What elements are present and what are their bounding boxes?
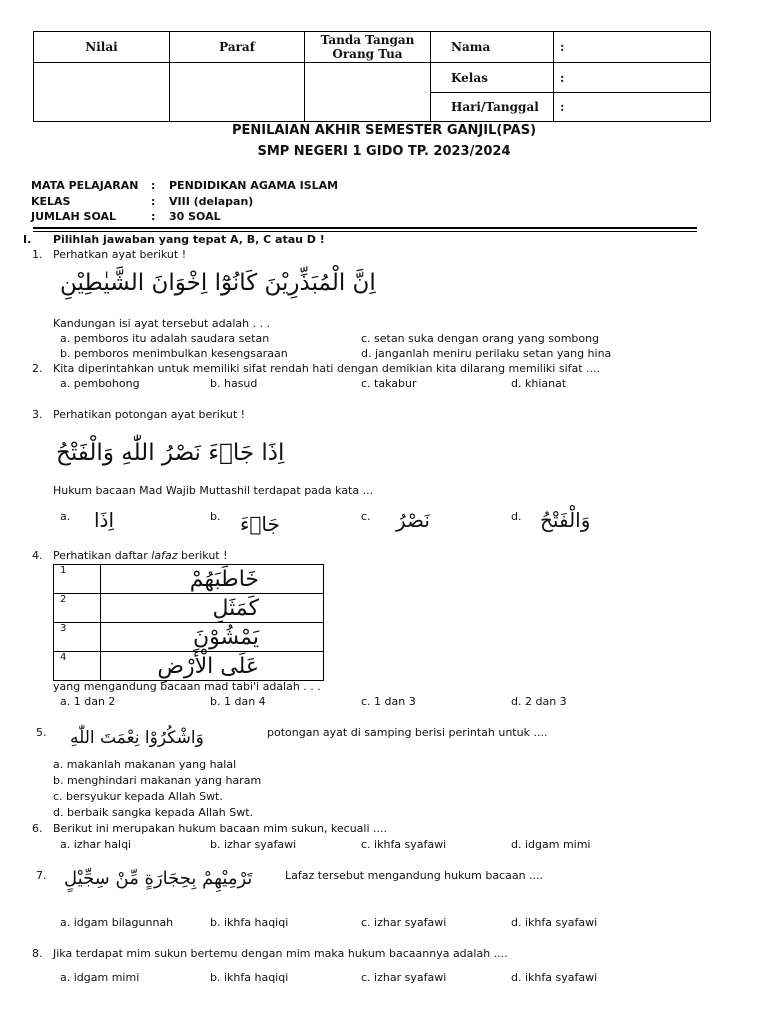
q2-option-b: b. hasud (210, 377, 258, 390)
q5-number: 5. (36, 726, 47, 739)
q3-option-d-label: d. (511, 510, 522, 523)
info-label-kelas: KELAS (31, 195, 71, 208)
q8-number: 8. (32, 947, 43, 960)
q4-text: Perhatikan daftar lafaz berikut ! (53, 549, 228, 562)
section-instruction: Pilihlah jawaban yang tepat A, B, C atau D ! (53, 233, 325, 246)
kelas-value: : (554, 63, 711, 93)
ttd-header: Tanda Tangan Orang Tua (305, 32, 431, 63)
q3-text: Perhatikan potongan ayat berikut ! (53, 408, 246, 421)
q8-option-b: b. ikhfa haqiqi (210, 971, 289, 984)
ttd-box (305, 63, 431, 122)
q1-text: Perhatkan ayat berikut ! (53, 248, 187, 261)
q5-option-a: a. makanlah makanan yang halal (53, 758, 237, 771)
table-row: 1 خَاطَبَهُمْ (54, 565, 324, 594)
q7-arabic-verse: تَرْمِيْهِمْ بِحِجَارَةٍ مِّنْ سِجِّيْلٍ (64, 868, 253, 889)
nama-value: : (554, 32, 711, 63)
table-row: 3 يَمْشُوْنَ (54, 623, 324, 652)
q3-option-c-arabic: نَصْرُ (396, 508, 430, 532)
q1-option-b: b. pemboros menimbulkan kesengsaraan (60, 347, 288, 360)
q2-option-d: d. khianat (511, 377, 567, 390)
q1-stem: Kandungan isi ayat tersebut adalah . . . (53, 317, 271, 330)
hari-value: : (554, 93, 711, 122)
q4-option-b: b. 1 dan 4 (210, 695, 266, 708)
info-sep: : (151, 195, 156, 208)
q3-number: 3. (32, 408, 43, 421)
q5-arabic-verse: وَاشْكُرُوْا نِعْمَتَ اللّٰهِ (70, 728, 204, 748)
q1-arabic-verse: اِنَّ الْمُبَذِّرِيْنَ كَانُوْٓا اِخْوَانَ الشَّيٰطِيْنِ (60, 270, 376, 296)
q2-option-c: c. takabur (361, 377, 417, 390)
q4-option-a: a. 1 dan 2 (60, 695, 116, 708)
info-value-kelas: VIII (delapan) (169, 195, 254, 208)
q5-option-b: b. menghindari makanan yang haram (53, 774, 262, 787)
section-number: I. (23, 233, 32, 246)
q7-option-c: c. izhar syafawi (361, 916, 447, 929)
q3-option-a-label: a. (60, 510, 71, 523)
nilai-box (34, 63, 170, 122)
q3-stem: Hukum bacaan Mad Wajib Muttashil terdapat pada kata ... (53, 484, 374, 497)
q2-number: 2. (32, 362, 43, 375)
q1-option-a: a. pemboros itu adalah saudara setan (60, 332, 270, 345)
q2-option-a: a. pembohong (60, 377, 140, 390)
info-value-jumlah: 30 SOAL (169, 210, 221, 223)
info-sep: : (151, 179, 156, 192)
info-label-mapel: MATA PELAJARAN (31, 179, 139, 192)
q7-option-b: b. ikhfa haqiqi (210, 916, 289, 929)
q1-option-d: d. janganlah meniru perilaku setan yang hina (361, 347, 612, 360)
q3-arabic-verse: اِذَا جَاۤءَ نَصْرُ اللّٰهِ وَالْفَتْحُ (56, 440, 285, 466)
header-table (33, 31, 711, 122)
kelas-label: Kelas (431, 63, 554, 93)
q4-option-d: d. 2 dan 3 (511, 695, 567, 708)
q7-number: 7. (36, 869, 47, 882)
exam-title: PENILAIAN AKHIR SEMESTER GANJIL(PAS) (231, 123, 537, 138)
q4-option-c: c. 1 dan 3 (361, 695, 416, 708)
paraf-box (170, 63, 305, 122)
q5-option-c: c. bersyukur kepada Allah Swt. (53, 790, 223, 803)
q6-text: Berikut ini merupakan hukum bacaan mim sukun, kecuali .... (53, 822, 388, 835)
q4-stem: yang mengandung bacaan mad tabi'i adalah . . . (53, 680, 321, 693)
divider (33, 227, 697, 229)
nilai-header: Nilai (34, 32, 170, 63)
info-value-mapel: PENDIDIKAN AGAMA ISLAM (169, 179, 339, 192)
q3-option-c-label: c. (361, 510, 371, 523)
q6-option-a: a. izhar halqi (60, 838, 132, 851)
q3-option-a-arabic: اِذَا (94, 508, 115, 532)
q2-text: Kita diperintahkan untuk memiliki sifat rendah hati dengan demikian kita dilarang memiliki sifat .... (53, 362, 601, 375)
paraf-header: Paraf (170, 32, 305, 63)
lafaz-table (53, 564, 324, 681)
q6-option-d: d. idgam mimi (511, 838, 591, 851)
table-row: 2 كَمَثَلِ (54, 594, 324, 623)
q7-text: Lafaz tersebut mengandung hukum bacaan .... (285, 869, 544, 882)
q8-option-d: d. ikhfa syafawi (511, 971, 598, 984)
q8-option-a: a. idgam mimi (60, 971, 140, 984)
q7-option-d: d. ikhfa syafawi (511, 916, 598, 929)
q4-number: 4. (32, 549, 43, 562)
nama-label: Nama (431, 32, 554, 63)
info-sep: : (151, 210, 156, 223)
q3-option-d-arabic: وَالْفَتْحُ (540, 508, 591, 532)
table-row: 4 عَلَى الْأَرْضِ (54, 652, 324, 681)
q6-number: 6. (32, 822, 43, 835)
divider (33, 231, 697, 232)
q5-option-d: d. berbaik sangka kepada Allah Swt. (53, 806, 254, 819)
q7-option-a: a. idgam bilagunnah (60, 916, 174, 929)
q3-option-b-label: b. (210, 510, 221, 523)
q6-option-c: c. ikhfa syafawi (361, 838, 447, 851)
q1-number: 1. (32, 248, 43, 261)
q8-text: Jika terdapat mim sukun bertemu dengan mim maka hukum bacaannya adalah .... (53, 947, 508, 960)
info-label-jumlah: JUMLAH SOAL (31, 210, 117, 223)
q3-option-b-arabic: جَاۤءَ (240, 512, 280, 536)
q5-text: potongan ayat di samping berisi perintah untuk .... (267, 726, 548, 739)
q6-option-b: b. izhar syafawi (210, 838, 297, 851)
q8-option-c: c. izhar syafawi (361, 971, 447, 984)
q1-option-c: c. setan suka dengan orang yang sombong (361, 332, 600, 345)
school-title: SMP NEGERI 1 GIDO TP. 2023/2024 (257, 144, 511, 159)
hari-label: Hari/Tanggal (431, 93, 554, 122)
